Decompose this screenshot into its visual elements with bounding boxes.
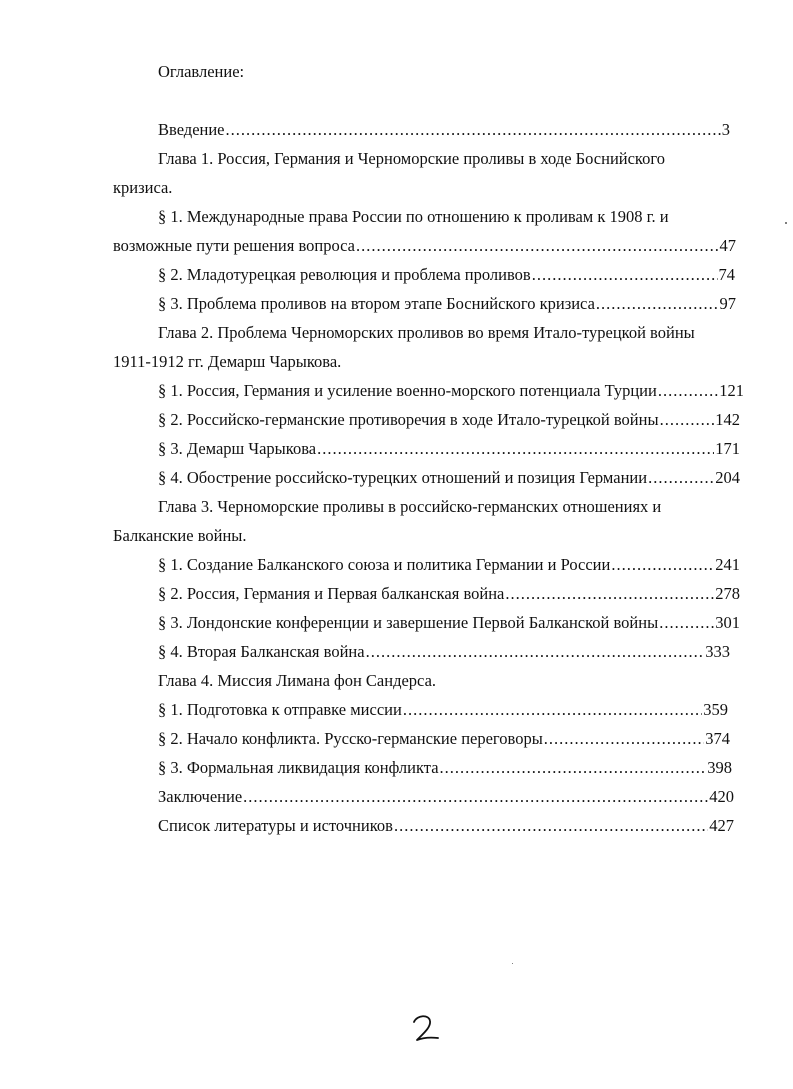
toc-section-2-4 xyxy=(158,467,740,489)
toc-entry-introduction xyxy=(158,119,730,141)
dot-leader xyxy=(366,641,705,663)
toc-chapter-2-title: Глава 2. Проблема Черноморских проливов во время Итало-турецкой войны xyxy=(158,323,695,342)
dot-leader xyxy=(226,119,721,141)
toc-entry-text: § 3. Проблема проливов на втором этапе Боснийского кризиса xyxy=(158,294,595,313)
toc-section-3-1 xyxy=(158,554,740,576)
toc-page-number: 3 xyxy=(721,120,730,139)
toc-section-4-2 xyxy=(158,728,730,750)
dot-leader xyxy=(394,815,708,837)
toc-page-number: 97 xyxy=(719,294,736,313)
toc-page-number: 359 xyxy=(703,700,728,719)
toc-chapter-3-title-cont: Балканские войны. xyxy=(113,526,247,545)
dot-leader xyxy=(505,583,714,605)
toc-page-number: 47 xyxy=(719,236,736,255)
toc-entry-text: Введение xyxy=(158,120,225,139)
toc-entry-text: § 1. Россия, Германия и усиление военно-морского потенциала Турции xyxy=(158,381,657,400)
toc-entry-text: § 3. Лондонские конференции и завершение Первой Балканской войны xyxy=(158,613,659,632)
toc-chapter-1-title: Глава 1. Россия, Германия и Черноморские проливы в ходе Боснийского xyxy=(158,149,665,168)
toc-page-number: 420 xyxy=(709,787,734,806)
toc-section-1-1-title: § 1. Международные права России по отношению к проливам к 1908 г. и xyxy=(158,207,669,226)
toc-conclusion xyxy=(158,786,734,808)
toc-entry-text: § 3. Формальная ликвидация конфликта xyxy=(158,758,439,777)
dot-leader xyxy=(356,235,719,257)
dot-leader xyxy=(596,293,719,315)
dot-leader xyxy=(658,380,718,402)
toc-section-4-1 xyxy=(158,699,728,721)
toc-entry-text: § 2. Младотурецкая революция и проблема проливов xyxy=(158,265,531,284)
dot-leader xyxy=(403,699,702,721)
dot-leader xyxy=(317,438,714,460)
toc-page-number: 398 xyxy=(707,758,732,777)
dot-leader xyxy=(532,264,718,286)
toc-section-2-2 xyxy=(158,409,740,431)
toc-entry-text: § 4. Обострение российско-турецких отношений и позиция Германии xyxy=(158,468,648,487)
toc-page-number: 121 xyxy=(719,381,744,400)
scan-speck xyxy=(785,222,787,224)
toc-chapter-2-title-cont: 1911-1912 гг. Демарш Чарыкова. xyxy=(113,352,342,371)
toc-page-number: 333 xyxy=(705,642,730,661)
handwritten-page-number xyxy=(408,1012,442,1046)
toc-bibliography xyxy=(158,815,734,837)
dot-leader xyxy=(440,757,707,779)
toc-section-1-3 xyxy=(158,293,736,315)
toc-chapter-1-title-cont: кризиса. xyxy=(113,178,173,197)
toc-section-3-3 xyxy=(158,612,740,634)
dot-leader xyxy=(659,612,714,634)
dot-leader xyxy=(243,786,708,808)
dot-leader xyxy=(648,467,714,489)
toc-page-number: 74 xyxy=(718,265,735,284)
toc-section-1-1-cont xyxy=(113,235,736,257)
toc-page-number: 142 xyxy=(715,410,740,429)
toc-section-3-4 xyxy=(158,641,730,663)
toc-entry-text: Заключение xyxy=(158,787,243,806)
toc-chapter-3-title: Глава 3. Черноморские проливы в российско-германских отношениях и xyxy=(158,497,662,516)
toc-entry-text: § 2. Россия, Германия и Первая балканская война xyxy=(158,584,505,603)
dot-leader xyxy=(544,728,704,750)
toc-entry-text: § 1. Создание Балканского союза и политика Германии и России xyxy=(158,555,611,574)
toc-page-number: 278 xyxy=(715,584,740,603)
toc-section-3-2 xyxy=(158,583,740,605)
toc-entry-text: § 1. Подготовка к отправке миссии xyxy=(158,700,402,719)
dot-leader xyxy=(660,409,715,431)
toc-page-number: 204 xyxy=(715,468,740,487)
toc-page-number: 171 xyxy=(715,439,740,458)
toc-entry-text: § 4. Вторая Балканская война xyxy=(158,642,365,661)
scan-speck xyxy=(512,963,513,964)
toc-entry-text: Список литературы и источников xyxy=(158,816,393,835)
toc-section-2-3 xyxy=(158,438,740,460)
toc-page-number: 427 xyxy=(709,816,734,835)
toc-entry-text: § 2. Начало конфликта. Русско-германские переговоры xyxy=(158,729,543,748)
toc-section-4-3 xyxy=(158,757,732,779)
toc-page-number: 241 xyxy=(715,555,740,574)
toc-heading: Оглавление: xyxy=(158,62,245,81)
toc-page-number: 301 xyxy=(715,613,740,632)
toc-chapter-4-title: Глава 4. Миссия Лимана фон Сандерса. xyxy=(158,671,437,690)
toc-entry-text: § 2. Российско-германские противоречия в ходе Итало-турецкой войны xyxy=(158,410,659,429)
toc-entry-text: возможные пути решения вопроса xyxy=(113,236,355,255)
toc-entry-text: § 3. Демарш Чарыкова xyxy=(158,439,317,458)
toc-section-1-2 xyxy=(158,264,735,286)
toc-section-2-1 xyxy=(158,380,744,402)
toc-page-number: 374 xyxy=(705,729,730,748)
dot-leader xyxy=(611,554,714,576)
